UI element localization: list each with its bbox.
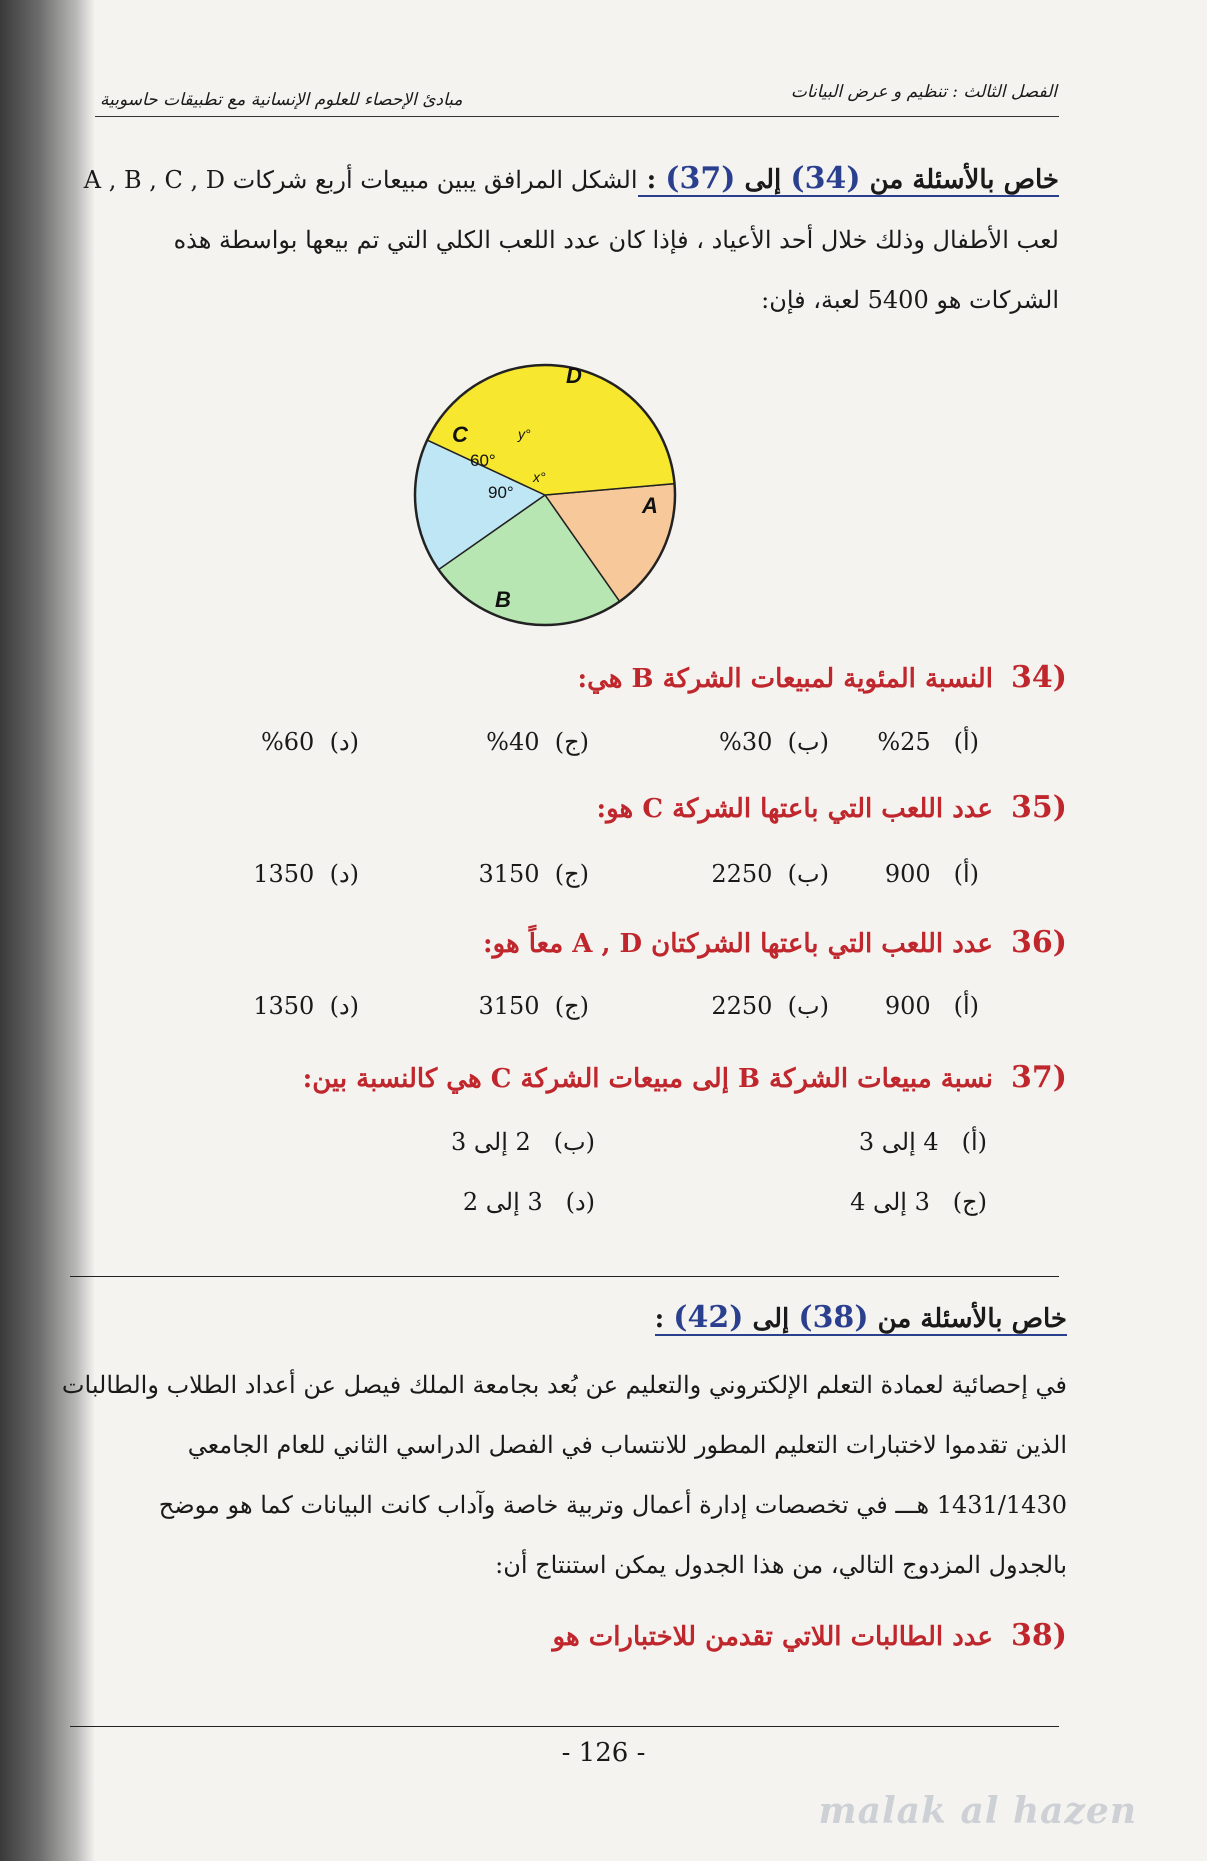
q34-option-b[interactable]: (ب) 30% xyxy=(719,728,829,756)
q35-option-a[interactable]: (أ) 900 xyxy=(884,860,979,888)
q36-option-a[interactable]: (أ) 900 xyxy=(884,992,979,1020)
pie-label-c: C xyxy=(452,422,468,447)
q35-option-b[interactable]: (ب) 2250 xyxy=(711,860,829,888)
q35-option-d[interactable]: (د) 1350 xyxy=(253,860,359,888)
section2-line2: الذين تقدموا لاختبارات التعليم المطور للانتساب في الفصل الدراسي الثاني للعام الجامعي xyxy=(187,1431,1067,1459)
section1-line2: لعب الأطفال وذلك خلال أحد الأعياد ، فإذا كان عدد اللعب الكلي التي تم بيعها بواسطة هذه xyxy=(173,226,1059,254)
scanner-signature: malak al hazen xyxy=(818,1790,1137,1832)
pie-angle-label-b: 90° xyxy=(488,483,514,502)
section1-intro xyxy=(59,150,1059,330)
q38-question: (38 عدد الطالبات اللاتي تقدمن للاختبارات هو xyxy=(552,1618,1067,1653)
q37-question: (37 نسبة مبيعات الشركة B إلى مبيعات الشركة C هي كالنسبة بين: xyxy=(302,1060,1067,1095)
q36-question: (36 عدد اللعب التي باعتها الشركتان A , D معاً هو: xyxy=(482,925,1067,960)
book-title-header: مبادئ الإحصاء للعلوم الإنسانية مع تطبيقات حاسوبية xyxy=(100,90,463,110)
pie-angle-label-d: y° xyxy=(518,426,531,442)
pie-label-d: D xyxy=(566,363,582,388)
header-rule xyxy=(95,116,1059,117)
q37-option-d[interactable]: (د) 3 إلى 2 xyxy=(462,1188,595,1216)
q35-option-c[interactable]: (ج) 3150 xyxy=(478,860,589,888)
section1-title: خاص بالأسئلة من (34) إلى (37) : xyxy=(638,165,1059,197)
section2-title: خاص بالأسئلة من (38) إلى (42) : xyxy=(654,1300,1067,1335)
section2-line1: في إحصائية لعمادة التعلم الإلكتروني والتعليم عن بُعد بجامعة الملك فيصل عن أعداد الطلاب والطالبات xyxy=(61,1371,1067,1399)
chapter-header: الفصل الثالث : تنظيم و عرض البيانات xyxy=(790,82,1057,102)
q34-option-c[interactable]: (ج) 40% xyxy=(486,728,589,756)
q34-question: (34 النسبة المئوية لمبيعات الشركة B هي: xyxy=(577,660,1067,695)
q36-option-c[interactable]: (ج) 3150 xyxy=(478,992,589,1020)
section2-line4: بالجدول المزدوج التالي، من هذا الجدول يمكن استنتاج أن: xyxy=(495,1551,1067,1579)
pie-label-b: B xyxy=(495,587,511,612)
section-divider xyxy=(70,1276,1059,1277)
q35-question: (35 عدد اللعب التي باعتها الشركة C هو: xyxy=(596,790,1067,825)
pie-chart xyxy=(400,350,690,640)
section2-line3: 1431/1430 هـــ في تخصصات إدارة أعمال وتربية خاصة وآداب كانت البيانات كما هو موضح xyxy=(158,1491,1067,1519)
q34-option-d[interactable]: (د) 60% xyxy=(260,728,359,756)
section1-line3: الشركات هو 5400 لعبة، فإن: xyxy=(761,286,1059,314)
q37-option-b[interactable]: (ب) 2 إلى 3 xyxy=(450,1128,595,1156)
pie-label-a: A xyxy=(642,493,658,518)
q37-option-c[interactable]: (ج) 3 إلى 4 xyxy=(850,1188,987,1216)
q34-option-a[interactable]: (أ) 25% xyxy=(877,728,979,756)
section1-line1: الشكل المرافق يبين مبيعات أربع شركات A , B , C , D xyxy=(83,166,638,194)
q36-option-d[interactable]: (د) 1350 xyxy=(253,992,359,1020)
page-number: - 126 - xyxy=(561,1738,646,1768)
section2-intro xyxy=(57,1355,1067,1595)
pie-angle-label-c: 60° xyxy=(470,451,496,470)
pie-angle-label-a: x° xyxy=(533,469,546,485)
q37-option-a[interactable]: (أ) 4 إلى 3 xyxy=(858,1128,987,1156)
q36-option-b[interactable]: (ب) 2250 xyxy=(711,992,829,1020)
footer-rule xyxy=(70,1726,1059,1727)
